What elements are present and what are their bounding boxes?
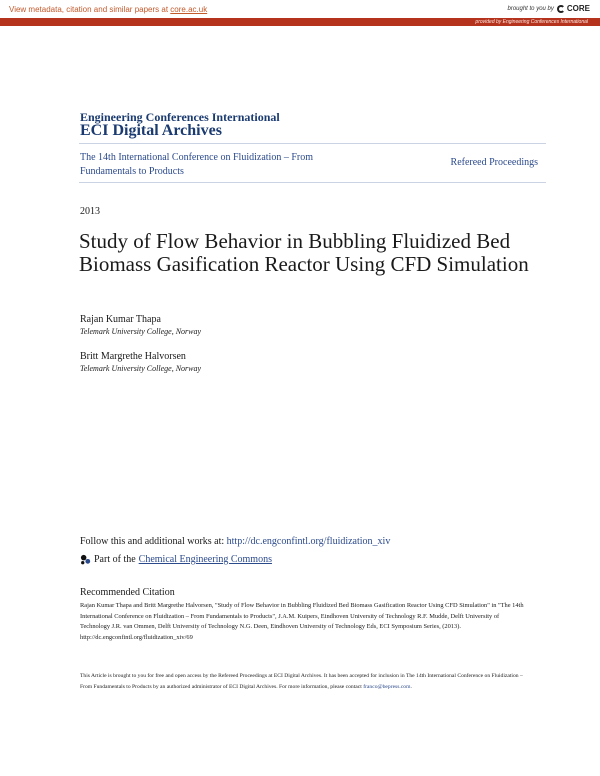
- organization-name[interactable]: Engineering Conferences International: [80, 110, 280, 124]
- follow-line: [80, 536, 390, 547]
- archive-name[interactable]: ECI Digital Archives: [80, 122, 222, 139]
- access-notice-end: .: [410, 683, 412, 690]
- citation-text: Rajan Kumar Thapa and Britt Margrethe Halvorsen, "Study of Flow Behavior in Bubbling Fluidized Bed Biomass Gasification Reactor Using CFD Simulation" in "The 14th International Conference on Fluidization – From Fundamentals to Products", J.A.M. Kuipers, Eindhoven University of Technology R.F. Mudde, Delft University of Technology J.R. van Ommen, Delft University of Technology N.G. Deen, Eindhoven University of Technology Eds, ECI Symposium Series, (2013). http://dc.engconfintl.org/fluidization_xiv/69: [80, 602, 524, 641]
- citation-heading: Recommended Citation: [80, 587, 175, 598]
- access-notice: [80, 671, 525, 692]
- provided-by-text: provided by Engineering Conferences International: [475, 19, 588, 25]
- header-divider-top: [79, 143, 546, 144]
- follow-label: Follow this and additional works at:: [80, 536, 227, 547]
- part-of-line: [80, 554, 272, 565]
- commons-network-icon: [80, 554, 91, 565]
- paper-title: Study of Flow Behavior in Bubbling Fluidized Bed Biomass Gasification Reactor Using CFD Simulation: [79, 229, 529, 276]
- core-link[interactable]: core.ac.uk: [170, 5, 208, 14]
- part-of-label: Part of the: [94, 554, 136, 565]
- brought-by-label: brought to you by: [507, 5, 554, 12]
- brought-by-core[interactable]: [508, 4, 591, 13]
- core-topbar: [0, 0, 600, 18]
- core-logo[interactable]: [557, 4, 590, 13]
- view-metadata-text: [9, 5, 207, 14]
- commons-link[interactable]: Chemical Engineering Commons: [138, 554, 272, 565]
- provider-banner: [0, 18, 600, 26]
- core-logo-icon: [557, 5, 565, 13]
- core-logo-label: CORE: [566, 4, 590, 13]
- author-affiliation: Telemark University College, Norway: [80, 327, 202, 336]
- publication-year: 2013: [80, 206, 100, 217]
- access-notice-text: This Article is brought to you for free and open access by the Refereed Proceedings at ECI Digital Archives. It has been accepted for inclusion in The 14th International Conference on Fluidization – From Fundamentals to Products by an authorized administrator of ECI Digital Archives. For more information, please contact: [80, 673, 523, 690]
- conference-link[interactable]: The 14th International Conference on Fluidization – From Fundamentals to Products: [80, 152, 313, 177]
- header-divider-bottom: [79, 182, 546, 183]
- author-name: Rajan Kumar Thapa: [80, 314, 161, 325]
- author-affiliation: Telemark University College, Norway: [80, 364, 202, 373]
- author-name: Britt Margrethe Halvorsen: [80, 351, 186, 362]
- series-link[interactable]: Refereed Proceedings: [450, 157, 538, 168]
- contact-email-link[interactable]: franco@bepress.com: [363, 683, 411, 690]
- view-metadata-label: View metadata, citation and similar papers at: [9, 5, 171, 14]
- collection-link[interactable]: http://dc.engconfintl.org/fluidization_xiv: [226, 536, 391, 547]
